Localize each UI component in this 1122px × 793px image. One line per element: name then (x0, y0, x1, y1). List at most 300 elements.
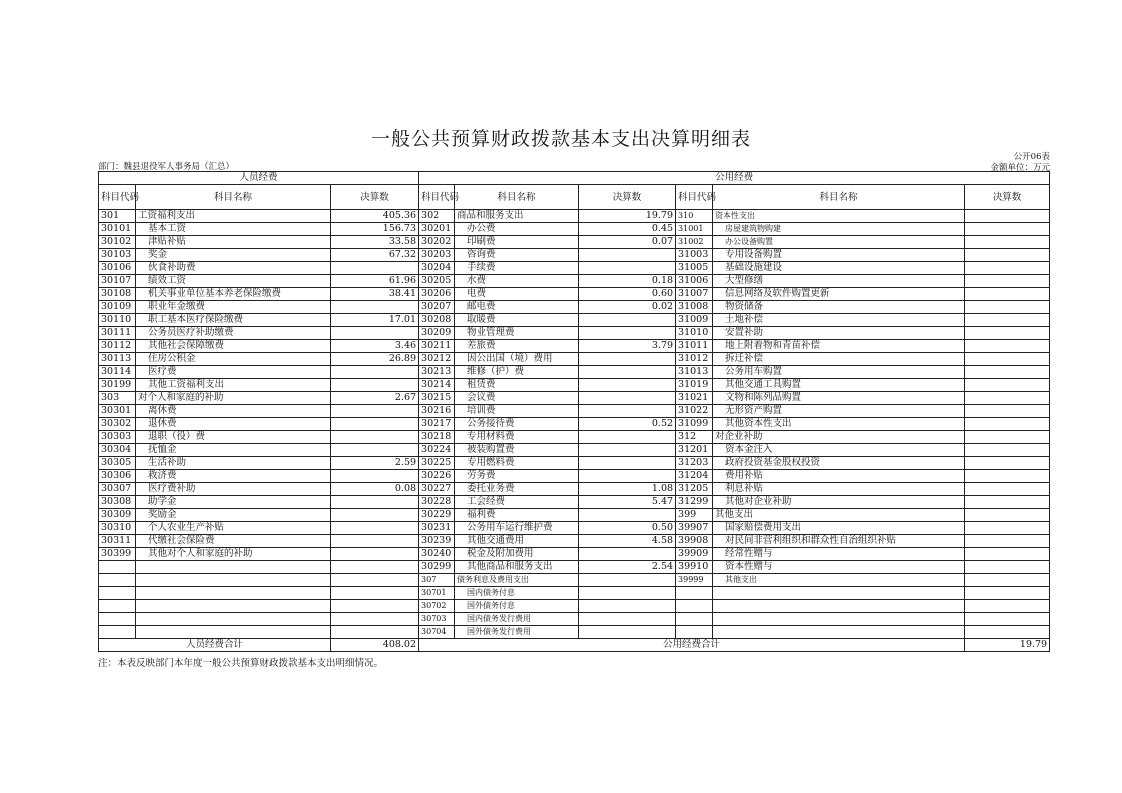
table-row (99, 600, 1050, 613)
subject-code: 30231 (419, 522, 455, 535)
subject-name (136, 600, 331, 613)
subject-name: 资本性赠与 (713, 561, 965, 574)
amount-value: 0.18 (579, 275, 676, 288)
amount-value (579, 327, 676, 340)
amount-value (579, 587, 676, 600)
subject-name: 其他对个人和家庭的补助 (136, 548, 331, 561)
subject-name: 助学金 (136, 496, 331, 509)
amount-value (331, 496, 419, 509)
amount-value (331, 574, 419, 587)
table-row (99, 574, 1050, 587)
subject-name: 公务用车购置 (713, 366, 965, 379)
footnote: 注：本表反映部门本年度一般公共预算财政拨款基本支出明细情况。 (98, 658, 384, 669)
table-row (99, 535, 1050, 548)
totals-row (99, 639, 1050, 652)
amount-value (965, 587, 1050, 600)
subject-code: 30207 (419, 301, 455, 314)
subject-code: 30103 (99, 249, 136, 262)
subject-name: 资本性支出 (713, 210, 965, 223)
subject-code: 30702 (419, 600, 455, 613)
subject-code: 30229 (419, 509, 455, 522)
subject-code (99, 574, 136, 587)
amount-value (965, 418, 1050, 431)
amount-value: 0.60 (579, 288, 676, 301)
subject-code: 31204 (676, 470, 713, 483)
subject-code: 31011 (676, 340, 713, 353)
subject-name: 机关事业单位基本养老保险缴费 (136, 288, 331, 301)
amount-value (965, 314, 1050, 327)
subject-name: 国外债务付息 (455, 600, 579, 613)
table-row (99, 353, 1050, 366)
amount-value: 38.41 (331, 288, 419, 301)
table-row (99, 366, 1050, 379)
subject-name: 专用燃料费 (455, 457, 579, 470)
subject-code: 30309 (99, 509, 136, 522)
table-row (99, 509, 1050, 522)
subject-name: 基础设施建设 (713, 262, 965, 275)
subject-code: 30209 (419, 327, 455, 340)
subject-name: 救济费 (136, 470, 331, 483)
amount-value (965, 483, 1050, 496)
table-row (99, 587, 1050, 600)
subject-code: 39907 (676, 522, 713, 535)
amount-value (965, 600, 1050, 613)
subject-code: 30304 (99, 444, 136, 457)
amount-value (579, 249, 676, 262)
amount-value (579, 444, 676, 457)
subject-code (676, 600, 713, 613)
amount-value: 0.07 (579, 236, 676, 249)
col-header-code: 科目代码 (99, 185, 136, 210)
subject-name: 退休费 (136, 418, 331, 431)
amount-value: 3.79 (579, 340, 676, 353)
subject-code: 30101 (99, 223, 136, 236)
amount-value (965, 548, 1050, 561)
table-row (99, 379, 1050, 392)
subject-name: 国内债务付息 (455, 587, 579, 600)
subject-code: 310 (676, 210, 713, 223)
amount-value (331, 418, 419, 431)
subject-name (713, 587, 965, 600)
subject-name (136, 626, 331, 639)
subject-name: 税金及附加费用 (455, 548, 579, 561)
subject-name (713, 626, 965, 639)
subject-code: 30308 (99, 496, 136, 509)
subject-name (713, 613, 965, 626)
unit-label: 金额单位：万元 (990, 163, 1050, 173)
amount-value (965, 444, 1050, 457)
col-header-amount: 决算数 (965, 185, 1050, 210)
amount-value (965, 431, 1050, 444)
subject-code: 30701 (419, 587, 455, 600)
amount-value (331, 431, 419, 444)
subject-name: 手续费 (455, 262, 579, 275)
subject-code: 307 (419, 574, 455, 587)
subject-name: 商品和服务支出 (455, 210, 579, 223)
amount-value (965, 366, 1050, 379)
table-row (99, 483, 1050, 496)
amount-value: 67.32 (331, 249, 419, 262)
subject-code: 30112 (99, 340, 136, 353)
subject-code: 31021 (676, 392, 713, 405)
amount-value (965, 301, 1050, 314)
subject-code: 30211 (419, 340, 455, 353)
subject-code: 31299 (676, 496, 713, 509)
subject-code (99, 626, 136, 639)
subject-code: 30109 (99, 301, 136, 314)
col-header-name: 科目名称 (455, 185, 579, 210)
subject-code: 30108 (99, 288, 136, 301)
subject-code: 30307 (99, 483, 136, 496)
form-number: 公开06表 (1013, 152, 1050, 162)
subject-code: 31007 (676, 288, 713, 301)
subject-name: 被装购置费 (455, 444, 579, 457)
subject-name: 大型修缮 (713, 275, 965, 288)
subject-name: 差旅费 (455, 340, 579, 353)
subject-name: 医疗费 (136, 366, 331, 379)
subject-code: 30208 (419, 314, 455, 327)
subject-name: 经常性赠与 (713, 548, 965, 561)
subject-name: 国内债务发行费用 (455, 613, 579, 626)
subject-code: 31019 (676, 379, 713, 392)
subject-code: 39999 (676, 574, 713, 587)
amount-value (331, 548, 419, 561)
amount-value (579, 314, 676, 327)
subject-code: 30102 (99, 236, 136, 249)
subject-code (676, 626, 713, 639)
subject-name: 培训费 (455, 405, 579, 418)
subject-name: 拆迁补偿 (713, 353, 965, 366)
amount-value (331, 470, 419, 483)
table-row (99, 210, 1050, 223)
amount-value (965, 535, 1050, 548)
subject-name: 个人农业生产补贴 (136, 522, 331, 535)
table-row (99, 327, 1050, 340)
amount-value: 17.01 (331, 314, 419, 327)
subject-name: 职业年金缴费 (136, 301, 331, 314)
subject-code: 31022 (676, 405, 713, 418)
subject-name: 办公费 (455, 223, 579, 236)
subject-code: 30239 (419, 535, 455, 548)
amount-value (965, 405, 1050, 418)
subject-name: 奖励金 (136, 509, 331, 522)
amount-value (965, 470, 1050, 483)
amount-value (331, 600, 419, 613)
subject-code: 30114 (99, 366, 136, 379)
subject-code: 31001 (676, 223, 713, 236)
subject-name: 邮电费 (455, 301, 579, 314)
subject-name: 专用设备购置 (713, 249, 965, 262)
amount-value (579, 613, 676, 626)
subject-name: 基本工资 (136, 223, 331, 236)
group-header-public: 公用经费 (419, 172, 1050, 185)
subject-code: 31012 (676, 353, 713, 366)
subject-name: 国外债务发行费用 (455, 626, 579, 639)
subject-name: 债务利息及费用支出 (455, 574, 579, 587)
subject-code: 31099 (676, 418, 713, 431)
amount-value: 19.79 (579, 210, 676, 223)
col-header-name: 科目名称 (136, 185, 331, 210)
subject-name: 对个人和家庭的补助 (136, 392, 331, 405)
subject-name: 利息补贴 (713, 483, 965, 496)
subject-code: 30113 (99, 353, 136, 366)
table-row (99, 223, 1050, 236)
amount-value (331, 509, 419, 522)
amount-value (331, 327, 419, 340)
amount-value (965, 496, 1050, 509)
table-row (99, 275, 1050, 288)
subject-name: 安置补助 (713, 327, 965, 340)
subject-name: 公务用车运行维护费 (455, 522, 579, 535)
subject-code: 30214 (419, 379, 455, 392)
subject-code: 30202 (419, 236, 455, 249)
amount-value (579, 626, 676, 639)
amount-value (331, 301, 419, 314)
subject-code: 31205 (676, 483, 713, 496)
amount-value (579, 366, 676, 379)
subject-code: 30303 (99, 431, 136, 444)
amount-value (579, 600, 676, 613)
subject-name: 国家赔偿费用支出 (713, 522, 965, 535)
subject-code: 30240 (419, 548, 455, 561)
amount-value: 26.89 (331, 353, 419, 366)
subject-name: 公务接待费 (455, 418, 579, 431)
personnel-total-label: 人员经费合计 (99, 639, 331, 652)
amount-value (579, 353, 676, 366)
table-row (99, 392, 1050, 405)
subject-name: 退职（役）费 (136, 431, 331, 444)
subject-name: 物业管理费 (455, 327, 579, 340)
subject-code: 302 (419, 210, 455, 223)
subject-code: 31201 (676, 444, 713, 457)
col-header-name: 科目名称 (713, 185, 965, 210)
amount-value (965, 210, 1050, 223)
table-row (99, 301, 1050, 314)
amount-value (331, 535, 419, 548)
subject-name: 住房公积金 (136, 353, 331, 366)
subject-name: 费用补贴 (713, 470, 965, 483)
amount-value (579, 509, 676, 522)
amount-value: 0.52 (579, 418, 676, 431)
col-header-code: 科目代码 (419, 185, 455, 210)
subject-name: 职工基本医疗保险缴费 (136, 314, 331, 327)
subject-name (136, 587, 331, 600)
subject-name: 专用材料费 (455, 431, 579, 444)
subject-code: 31010 (676, 327, 713, 340)
subject-name: 伙食补助费 (136, 262, 331, 275)
subject-name: 文物和陈列品购置 (713, 392, 965, 405)
amount-value: 1.08 (579, 483, 676, 496)
table-row (99, 548, 1050, 561)
subject-code (676, 613, 713, 626)
subject-name: 劳务费 (455, 470, 579, 483)
subject-code: 31002 (676, 236, 713, 249)
subject-name: 其他资本性支出 (713, 418, 965, 431)
amount-value: 5.47 (579, 496, 676, 509)
subject-code: 30310 (99, 522, 136, 535)
subject-name: 无形资产购置 (713, 405, 965, 418)
subject-name: 工会经费 (455, 496, 579, 509)
subject-name: 物资储备 (713, 301, 965, 314)
amount-value: 4.58 (579, 535, 676, 548)
subject-code: 39909 (676, 548, 713, 561)
subject-code: 30216 (419, 405, 455, 418)
subject-code (99, 561, 136, 574)
table-row (99, 613, 1050, 626)
subject-code: 30301 (99, 405, 136, 418)
table-row (99, 249, 1050, 262)
amount-value: 61.96 (331, 275, 419, 288)
subject-name: 其他支出 (713, 509, 965, 522)
amount-value: 0.02 (579, 301, 676, 314)
amount-value (331, 262, 419, 275)
subject-code: 30399 (99, 548, 136, 561)
amount-value (965, 626, 1050, 639)
table-row (99, 314, 1050, 327)
subject-name: 咨询费 (455, 249, 579, 262)
subject-code: 31009 (676, 314, 713, 327)
amount-value: 405.36 (331, 210, 419, 223)
amount-value (579, 470, 676, 483)
subject-code: 301 (99, 210, 136, 223)
amount-value: 156.73 (331, 223, 419, 236)
subject-name: 其他交通工具购置 (713, 379, 965, 392)
subject-name: 其他社会保障缴费 (136, 340, 331, 353)
subject-code: 31005 (676, 262, 713, 275)
subject-name: 对企业补助 (713, 431, 965, 444)
subject-name: 土地补偿 (713, 314, 965, 327)
amount-value (331, 626, 419, 639)
amount-value (579, 548, 676, 561)
amount-value: 3.46 (331, 340, 419, 353)
subject-code: 31203 (676, 457, 713, 470)
subject-name: 维修（护）费 (455, 366, 579, 379)
table-row (99, 405, 1050, 418)
subject-name: 代缴社会保险费 (136, 535, 331, 548)
subject-name (136, 613, 331, 626)
amount-value (965, 340, 1050, 353)
subject-name: 取暖费 (455, 314, 579, 327)
amount-value (965, 457, 1050, 470)
subject-name: 其他对企业补助 (713, 496, 965, 509)
table-row (99, 262, 1050, 275)
expenditure-table (98, 171, 1050, 652)
amount-value (331, 587, 419, 600)
table-row (99, 561, 1050, 574)
subject-code: 30203 (419, 249, 455, 262)
subject-code: 30215 (419, 392, 455, 405)
subject-code: 30704 (419, 626, 455, 639)
subject-code: 30107 (99, 275, 136, 288)
subject-name: 津贴补贴 (136, 236, 331, 249)
table-row (99, 470, 1050, 483)
public-total-label: 公用经费合计 (419, 639, 965, 652)
subject-code (99, 613, 136, 626)
subject-name: 离休费 (136, 405, 331, 418)
subject-code: 30224 (419, 444, 455, 457)
table-row (99, 626, 1050, 639)
col-header-code: 科目代码 (676, 185, 713, 210)
subject-name: 委托业务费 (455, 483, 579, 496)
subject-name: 电费 (455, 288, 579, 301)
table-row (99, 236, 1050, 249)
subject-name: 其他支出 (713, 574, 965, 587)
amount-value (965, 613, 1050, 626)
subject-name: 抚恤金 (136, 444, 331, 457)
subject-code: 30110 (99, 314, 136, 327)
table-row (99, 444, 1050, 457)
subject-code: 30218 (419, 431, 455, 444)
amount-value (579, 262, 676, 275)
subject-code: 31008 (676, 301, 713, 314)
col-header-amount: 决算数 (579, 185, 676, 210)
public-total-value: 19.79 (965, 639, 1050, 652)
subject-code: 303 (99, 392, 136, 405)
subject-name: 地上附着物和青苗补偿 (713, 340, 965, 353)
amount-value: 0.08 (331, 483, 419, 496)
subject-code: 30204 (419, 262, 455, 275)
col-header-amount: 决算数 (331, 185, 419, 210)
subject-code: 30106 (99, 262, 136, 275)
subject-name: 租赁费 (455, 379, 579, 392)
subject-code: 31006 (676, 275, 713, 288)
subject-code (99, 600, 136, 613)
personnel-total-value: 408.02 (331, 639, 419, 652)
amount-value (331, 613, 419, 626)
subject-code: 30305 (99, 457, 136, 470)
subject-code: 39908 (676, 535, 713, 548)
subject-code: 30226 (419, 470, 455, 483)
subject-code: 30306 (99, 470, 136, 483)
amount-value (965, 353, 1050, 366)
subject-name: 奖金 (136, 249, 331, 262)
amount-value (331, 405, 419, 418)
subject-name: 其他工资福利支出 (136, 379, 331, 392)
subject-code: 30199 (99, 379, 136, 392)
amount-value (579, 379, 676, 392)
subject-name: 福利费 (455, 509, 579, 522)
amount-value (331, 366, 419, 379)
subject-name: 医疗费补助 (136, 483, 331, 496)
subject-code (99, 587, 136, 600)
amount-value: 2.54 (579, 561, 676, 574)
subject-name (136, 574, 331, 587)
subject-name: 信息网络及软件购置更新 (713, 288, 965, 301)
amount-value (965, 288, 1050, 301)
subject-code: 30205 (419, 275, 455, 288)
subject-code: 30225 (419, 457, 455, 470)
subject-code: 399 (676, 509, 713, 522)
table-row (99, 496, 1050, 509)
amount-value (965, 379, 1050, 392)
subject-name (136, 561, 331, 574)
amount-value (331, 522, 419, 535)
amount-value (579, 431, 676, 444)
subject-code: 312 (676, 431, 713, 444)
subject-name: 因公出国（境）费用 (455, 353, 579, 366)
amount-value (965, 262, 1050, 275)
amount-value (331, 379, 419, 392)
subject-name: 其他商品和服务支出 (455, 561, 579, 574)
subject-code: 30228 (419, 496, 455, 509)
amount-value (579, 457, 676, 470)
subject-code: 30299 (419, 561, 455, 574)
subject-name: 绩效工资 (136, 275, 331, 288)
amount-value (579, 405, 676, 418)
amount-value (965, 509, 1050, 522)
subject-name: 对民间非营利组织和群众性自治组织补贴 (713, 535, 965, 548)
subject-code: 39910 (676, 561, 713, 574)
